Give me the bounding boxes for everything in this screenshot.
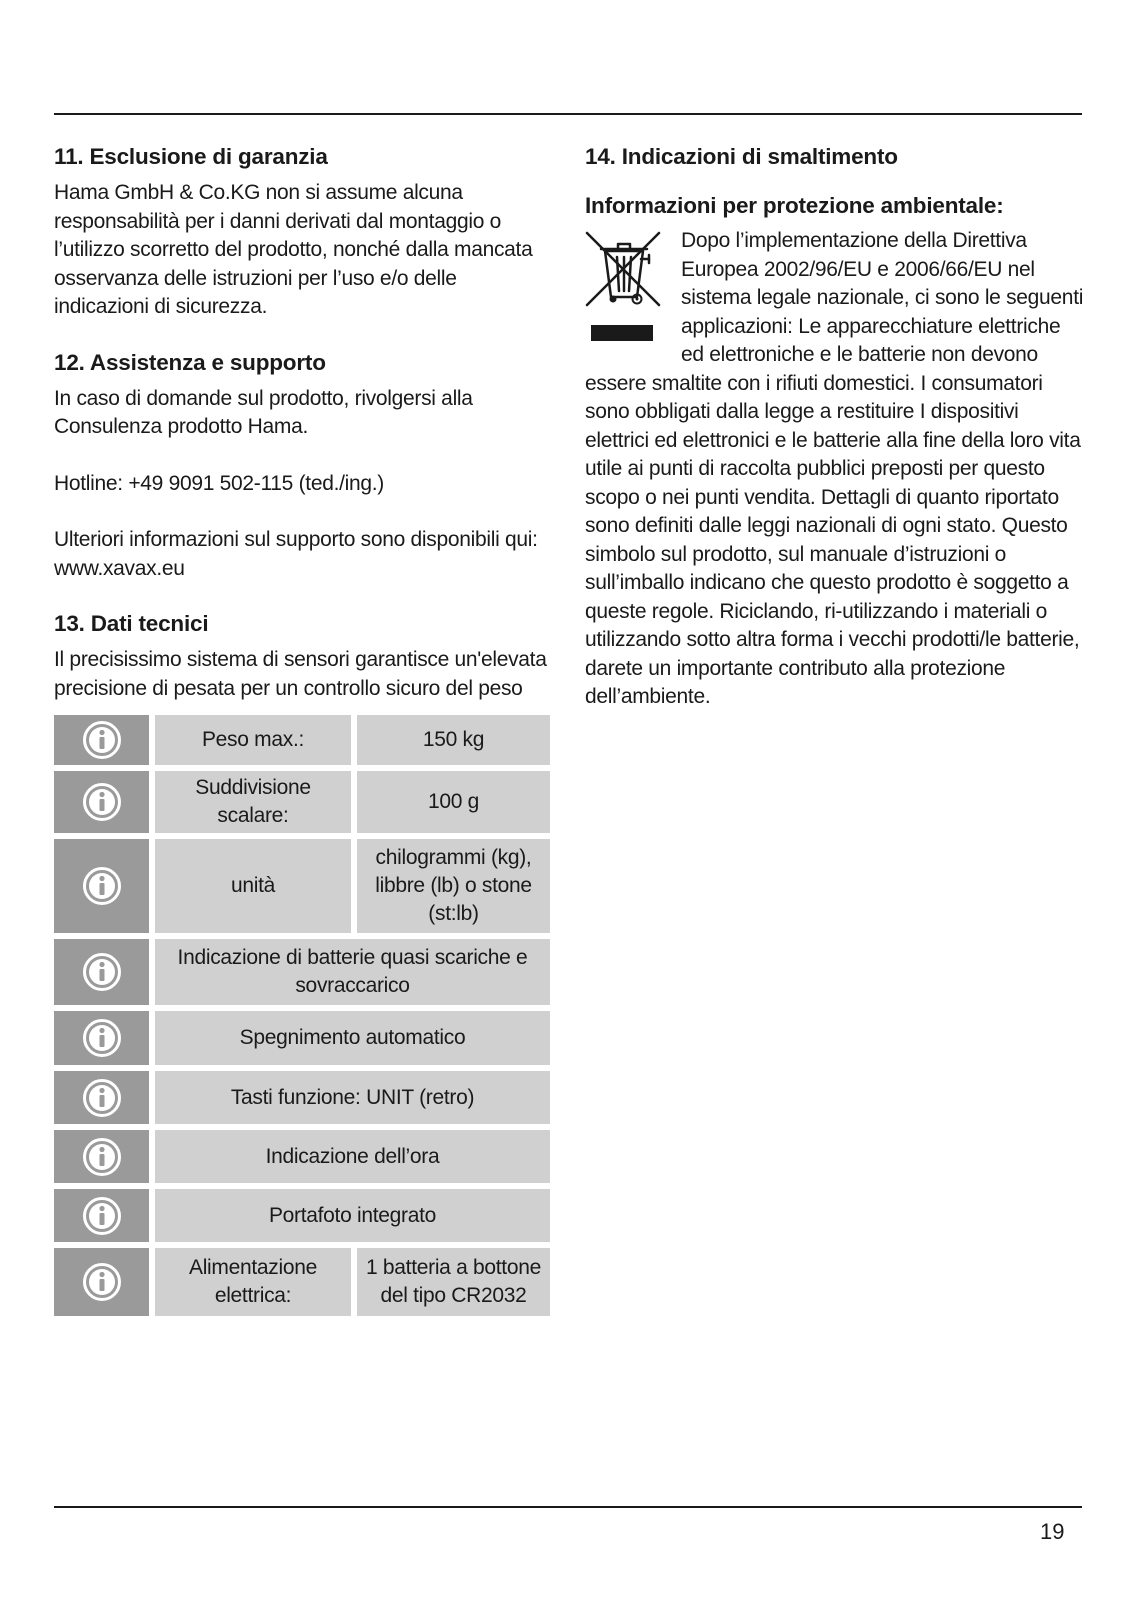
spec-label: Peso max.: — [155, 715, 351, 765]
info-icon — [54, 1189, 149, 1242]
spec-feature: Portafoto integrato — [155, 1189, 550, 1242]
spec-row — [54, 1011, 550, 1065]
spec-feature: Tasti funzione: UNIT (retro) — [155, 1071, 550, 1124]
info-icon — [54, 1130, 149, 1183]
spec-table — [54, 715, 550, 1316]
spec-feature: Indicazione di batterie quasi scariche e sovraccarico — [155, 939, 550, 1005]
support-hotline: Hotline: +49 9091 502-115 (ted./ing.) — [54, 471, 384, 495]
spec-label: unità — [155, 839, 351, 933]
warranty-body: Hama GmbH & Co.KG non si assume alcuna responsabilità per i danni derivati dal montaggio o l’utilizzo scorretto del prodotto, nonché dalla mancata osservanza delle istruzioni per l’uso e/o delle indicazioni di sicurezza. — [54, 181, 533, 318]
warranty-title: 11. Esclusione di garanzia — [54, 144, 328, 169]
disposal-subtitle: Informazioni per protezione ambientale: — [585, 193, 1004, 218]
info-icon — [54, 1248, 149, 1316]
spec-row — [54, 771, 550, 833]
spec-row — [54, 1189, 550, 1242]
page-number: 19 — [1040, 1519, 1065, 1544]
spec-row — [54, 715, 550, 765]
spec-value: chilogrammi (kg), libbre (lb) o stone (st:lb) — [357, 839, 550, 933]
spec-value: 100 g — [357, 771, 550, 833]
section-tech-data — [54, 609, 554, 1316]
support-title: 12. Assistenza e supporto — [54, 349, 326, 375]
info-icon — [54, 1071, 149, 1124]
info-icon — [54, 939, 149, 1005]
spec-label: Suddivisione scalare: — [155, 771, 351, 833]
top-rule — [54, 113, 1082, 115]
info-icon — [54, 771, 149, 833]
spec-label: Alimentazione elettrica: — [155, 1248, 351, 1316]
info-icon — [54, 715, 149, 765]
section-support — [54, 348, 554, 584]
disposal-content — [585, 227, 1085, 712]
tech-data-title: 13. Dati tecnici — [54, 611, 209, 636]
spec-value: 1 batteria a bottone del tipo CR2032 — [357, 1248, 550, 1316]
spec-row — [54, 1130, 550, 1183]
disposal-body: Dopo l’implementazione della Direttiva Europea 2002/96/EU e 2006/66/EU nel sistema legale nazionale, ci sono le seguenti applicazioni: Le apparecchiature elettriche ed elettroniche e le batterie non devono essere smaltite con i rifiuti domestici. I consumatori sono obbligati dalla legge a restituire I dispositivi elettrici ed elettronici e le batterie alla fine della loro vita utile ai punti di raccolta pubblici preposti per questo scopo o nei punti vendita. Dettagli di quanto riportato sono definiti dalle leggi nazionali di ogni stato. Questo simbolo sul prodotto, sul manuale d’istruzioni o sull’imballo indicano che questo prodotto è soggetto a queste regole. Riciclando, ri-utilizzando i materiali o utilizzando sotto altra forma i vecchi prodotti/le batterie, darete un importante contributo alla protezione dell’ambiente. — [585, 229, 1084, 708]
bottom-rule — [54, 1506, 1082, 1508]
spec-feature: Indicazione dell’ora — [155, 1130, 550, 1183]
support-more-info: Ulteriori informazioni sul supporto sono disponibili qui: www.xavax.eu — [54, 528, 538, 580]
info-icon — [54, 839, 149, 933]
left-column — [54, 142, 554, 1342]
section-warranty — [54, 142, 554, 322]
spec-row — [54, 1248, 550, 1316]
disposal-title: 14. Indicazioni di smaltimento — [585, 144, 898, 169]
tech-data-body: Il precisissimo sistema di sensori garantisce un'elevata precisione di pesata per un controllo sicuro del peso — [54, 648, 547, 700]
spec-row — [54, 1071, 550, 1124]
info-icon — [54, 1011, 149, 1065]
support-text: In caso di domande sul prodotto, rivolgersi alla Consulenza prodotto Hama. — [54, 386, 473, 438]
spec-row — [54, 839, 550, 933]
spec-row — [54, 939, 550, 1005]
spec-value: 150 kg — [357, 715, 550, 765]
right-column — [585, 142, 1085, 712]
spec-feature: Spegnimento automatico — [155, 1011, 550, 1065]
weee-crossed-bin-icon — [585, 229, 665, 344]
